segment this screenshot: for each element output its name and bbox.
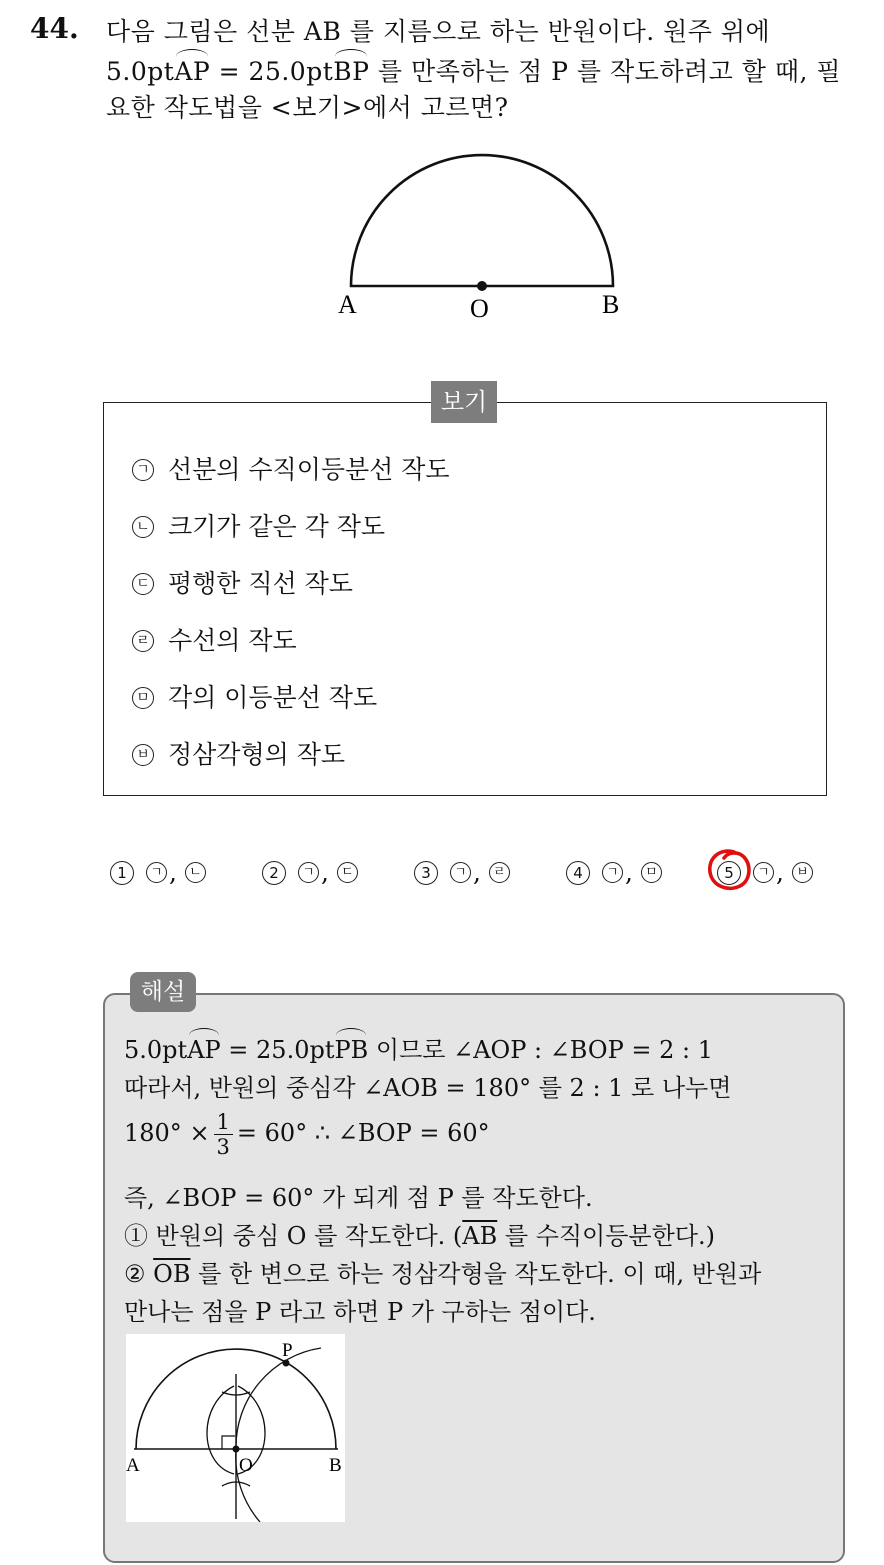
- right-angle-mark: [222, 1436, 235, 1449]
- choice-symbol-b: ㄹ: [489, 862, 510, 883]
- choice-1[interactable]: 1 ㄱ , ㄴ: [110, 858, 208, 887]
- fraction-denominator: 3: [216, 1135, 230, 1159]
- arc-centered-b: [236, 1348, 321, 1449]
- bogi-item-text: 수선의 작도: [168, 626, 297, 655]
- solution-line-4: 즉, ∠BOP = 60° 가 되게 점 P 를 작도한다.: [124, 1184, 593, 1212]
- solution-line-1-pre: 5.0pt: [124, 1036, 188, 1064]
- solution-line-6-pre: ②: [124, 1260, 154, 1288]
- center-point-o: [477, 281, 487, 291]
- fig-label-b: B: [329, 1455, 342, 1476]
- bogi-symbol: ㄷ: [132, 573, 154, 595]
- segment-ab: $\overline{AB}$: [462, 1222, 498, 1250]
- label-a: A: [338, 290, 357, 319]
- bogi-item-1: [132, 450, 450, 486]
- choice-number: 3: [414, 861, 438, 885]
- solution-line-5: [124, 1216, 715, 1251]
- bogi-item-5: [132, 678, 377, 714]
- choice-4[interactable]: 4 ㄱ , ㅁ: [566, 858, 664, 887]
- question-line-2: [106, 52, 841, 88]
- choice-symbol-a: ㄱ: [146, 862, 167, 883]
- solution-line-1-mid: = 25.0pt: [220, 1036, 335, 1064]
- arc-bp: BP: [333, 57, 370, 86]
- question-line-2-mid: = 25.0pt: [210, 57, 334, 86]
- solution-line-5-pre: ① 반원의 중심 O 를 작도한다. (: [124, 1222, 463, 1250]
- fraction-one-third: [214, 1110, 233, 1159]
- question-line-3: 요한 작도법을 <보기>에서 고르면?: [106, 93, 509, 122]
- choice-symbol-a: ㄱ: [602, 862, 623, 883]
- solution-line-6: [124, 1254, 761, 1289]
- choice-symbol-b: ㄷ: [337, 862, 358, 883]
- choice-number: 4: [566, 861, 590, 885]
- question-line-2-post: 를 만족하는 점 P 를 작도하려고 할 때, 필: [369, 57, 842, 86]
- solution-line-7: 만나는 점을 P 라고 하면 P 가 구하는 점이다.: [124, 1298, 596, 1326]
- bogi-symbol: ㅁ: [132, 687, 154, 709]
- bisector-arc-left: [207, 1386, 234, 1474]
- label-o: O: [470, 294, 489, 323]
- question-line-2-pre: 5.0pt: [106, 57, 175, 86]
- arc-ap: AP: [187, 1036, 221, 1064]
- solution-line-3-post: = 60° ∴ ∠BOP = 60°: [236, 1119, 490, 1147]
- bogi-item-text: 크기가 같은 각 작도: [168, 512, 386, 541]
- bogi-item-6: [132, 735, 345, 771]
- choice-3[interactable]: 3 ㄱ , ㄹ: [414, 858, 512, 887]
- fig-label-p: P: [282, 1340, 293, 1361]
- bogi-item-text: 선분의 수직이등분선 작도: [168, 455, 450, 484]
- solution-line-2: 따라서, 반원의 중심각 ∠AOB = 180° 를 2 : 1 로 나누면: [124, 1074, 732, 1102]
- choice-number: 2: [262, 861, 286, 885]
- point-o: [233, 1446, 240, 1453]
- choice-symbol-a: ㄱ: [753, 862, 774, 883]
- construction-figure: [126, 1334, 345, 1522]
- bogi-item-4: [132, 621, 297, 657]
- choice-number: 5: [717, 861, 741, 885]
- answer-mark-circle: [704, 846, 756, 896]
- fig-label-o: O: [239, 1455, 253, 1476]
- semicircle-outline: [351, 155, 613, 286]
- choice-5[interactable]: 5 ㄱ , ㅂ: [717, 858, 815, 887]
- bogi-item-text: 각의 이등분선 작도: [168, 683, 378, 712]
- choice-symbol-b: ㅂ: [792, 862, 813, 883]
- choice-number: 1: [110, 861, 134, 885]
- bogi-symbol: ㅂ: [132, 744, 154, 766]
- solution-tag: 해설: [130, 972, 196, 1012]
- solution-line-1: [124, 1030, 713, 1065]
- fig-label-a: A: [126, 1455, 140, 1476]
- bogi-symbol: ㄴ: [132, 516, 154, 538]
- bogi-item-2: [132, 507, 385, 543]
- solution-line-3-pre: 180° ×: [124, 1119, 210, 1147]
- choice-2[interactable]: 2 ㄱ , ㄷ: [262, 858, 360, 887]
- bogi-item-text: 평행한 직선 작도: [168, 569, 353, 598]
- question-number: 44.: [30, 12, 79, 45]
- fraction-numerator: 1: [214, 1110, 233, 1135]
- solution-line-1-post: 이므로 ∠AOP : ∠BOP = 2 : 1: [368, 1036, 713, 1064]
- label-b: B: [602, 290, 620, 319]
- arc-pb: PB: [334, 1036, 369, 1064]
- bogi-tag: 보기: [431, 381, 497, 423]
- bogi-symbol: ㄱ: [132, 459, 154, 481]
- solution-line-6-post: 를 한 변으로 하는 정삼각형을 작도한다. 이 때, 반원과: [190, 1260, 762, 1288]
- arc-ap: AP: [174, 57, 211, 86]
- bogi-item-3: [132, 564, 353, 600]
- choice-symbol-a: ㄱ: [298, 862, 319, 883]
- bogi-item-text: 정삼각형의 작도: [168, 740, 345, 769]
- solution-line-3: [124, 1110, 490, 1159]
- choice-symbol-b: ㅁ: [641, 862, 662, 883]
- choice-symbol-b: ㄴ: [185, 862, 206, 883]
- bogi-symbol: ㄹ: [132, 630, 154, 652]
- choice-symbol-a: ㄱ: [450, 862, 471, 883]
- segment-ob: $\overline{OB}$: [153, 1260, 191, 1288]
- solution-line-5-post: 를 수직이등분한다.): [497, 1222, 715, 1250]
- semicircle-figure: [330, 145, 640, 335]
- question-line-1: 다음 그림은 선분 AB 를 지름으로 하는 반원이다. 원주 위에: [106, 17, 771, 46]
